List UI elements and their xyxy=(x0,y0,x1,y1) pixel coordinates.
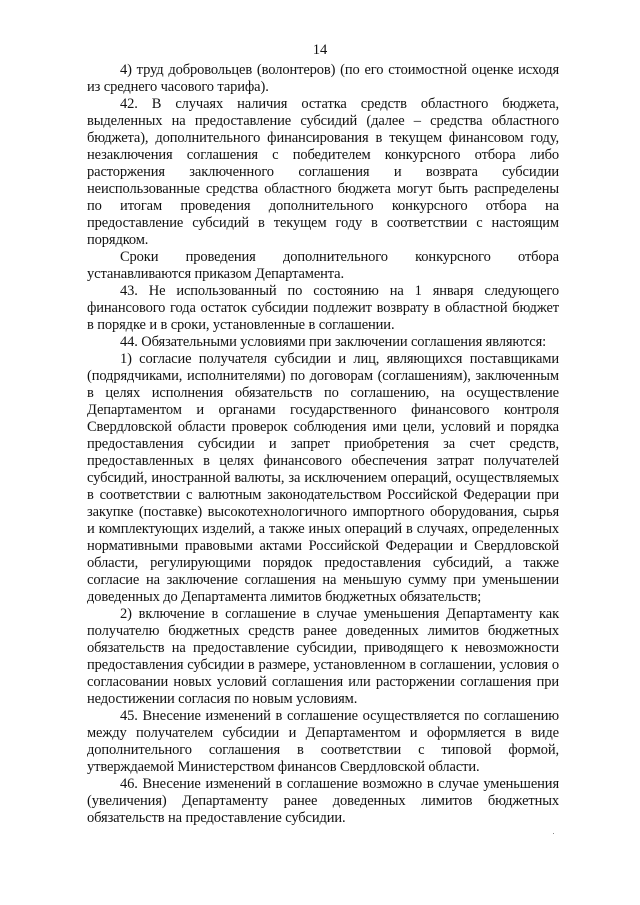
paragraph-item-4: 4) труд добровольцев (волонтеров) (по его стоимостной оценке исходя из среднего часового тарифа). xyxy=(87,62,559,95)
document-body xyxy=(87,62,559,827)
paragraph-clause-42: 42. В случаях наличия остатка средств областного бюджета, выделенных на предоставление субсидий (далее – средства областного бюджета), дополнительного финансирования в текущем финансовом году, незаключения соглашения с победителем конкурсного отбора либо расторжения заключенного соглашения и возврата субсидии неиспользованные средства областного бюджета могут быть распределены по итогам проведения дополнительного конкурсного отбора на предоставление субсидий в текущем году в соответствии с настоящим порядком. xyxy=(87,96,559,248)
scan-speck xyxy=(553,833,554,834)
paragraph-clause-44: 44. Обязательными условиями при заключении соглашения являются: xyxy=(120,334,547,350)
paragraph-clause-42-terms: Сроки проведения дополнительного конкурсного отбора устанавливаются приказом Департамента. xyxy=(87,249,559,282)
page-number: 14 xyxy=(312,42,328,58)
paragraph-clause-44-item-2: 2) включение в соглашение в случае уменьшения Департаменту как получателю бюджетных средств ранее доведенных лимитов бюджетных обязательств на предоставление субсидии, приводящего к невозможности предоставления субсидии в размере, установленном в соглашении, условия о согласовании новых условий соглашения или расторжении соглашения при недостижении согласия по новым условиям. xyxy=(87,606,559,707)
paragraph-clause-43: 43. Не использованный по состоянию на 1 января следующего финансового года остаток субсидии подлежит возврату в областной бюджет в порядке и в сроки, установленные в соглашении. xyxy=(87,283,559,333)
paragraph-clause-46: 46. Внесение изменений в соглашение возможно в случае уменьшения (увеличения) Департаменту ранее доведенных лимитов бюджетных обязательств на предоставление субсидии. xyxy=(87,776,559,826)
paragraph-clause-45: 45. Внесение изменений в соглашение осуществляется по соглашению между получателем субсидии и Департаментом и оформляется в виде дополнительного соглашения в соответствии с типовой формой, утверждаемой Министерством финансов Свердловской области. xyxy=(87,708,559,775)
paragraph-clause-44-item-1: 1) согласие получателя субсидии и лиц, являющихся поставщиками (подрядчиками, исполнителями) по договорам (соглашениям), заключенным в целях исполнения обязательств по соглашению, на осуществление Департаментом и органами государственного финансового контроля Свердловской области проверок соблюдения ими цели, условий и порядка предоставления субсидии и запрет приобретения за счет средств, предоставленных в целях финансового обеспечения затрат получателей субсидий, иностранной валюты, за исключением операций, осуществляемых в соответствии с валютным законодательством Российской Федерации при закупке (поставке) высокотехнологичного импортного оборудования, сырья и комплектующих изделий, а также иных операций в случаях, определенных нормативными правовыми актами Российской Федерации и Свердловской области, регулирующими порядок предоставления субсидий, а также согласие на заключение соглашения на меньшую сумму при уменьшении доведенных до Департамента лимитов бюджетных обязательств; xyxy=(87,351,559,605)
